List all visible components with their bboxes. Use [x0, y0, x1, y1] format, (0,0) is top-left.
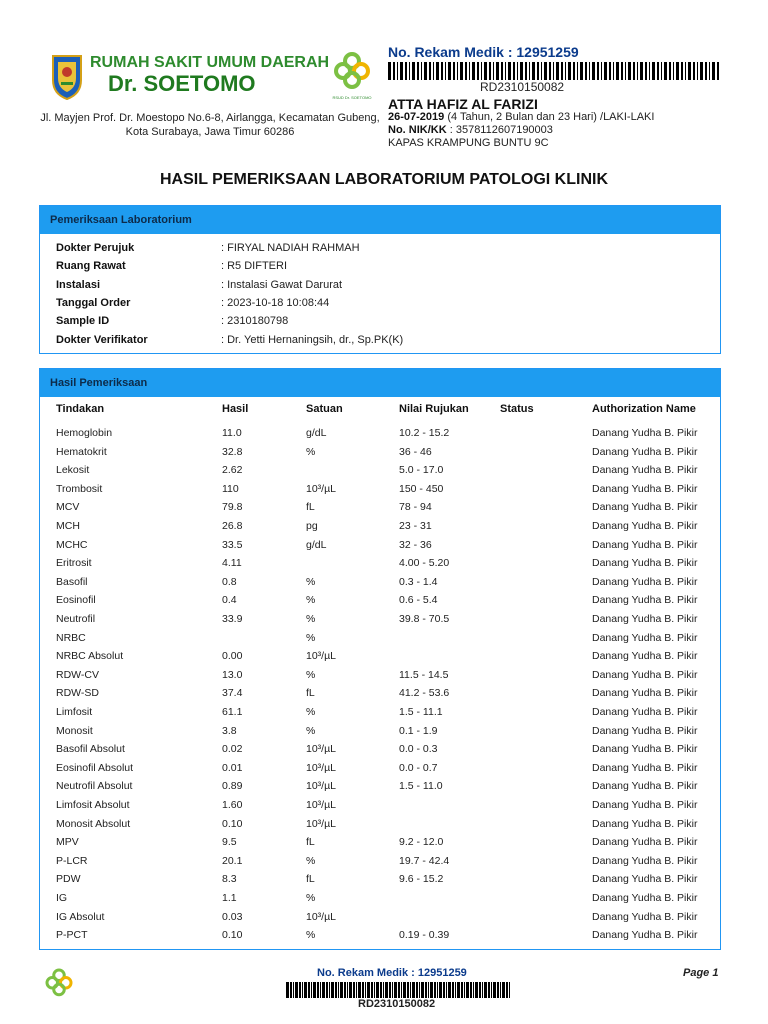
cell-hasil: 0.02	[222, 743, 243, 756]
table-row	[40, 650, 720, 668]
col-header-satuan: Satuan	[306, 403, 343, 415]
cell-nilai-rujukan: 0.0 - 0.3	[399, 743, 438, 756]
cell-satuan: 10³/µL	[306, 817, 336, 830]
cell-satuan: 10³/µL	[306, 799, 336, 811]
table-row	[40, 669, 720, 687]
cell-tindakan: Basofil Absolut	[56, 743, 125, 756]
footer-rekam-medik-label: No. Rekam Medik : 12951259	[317, 967, 467, 979]
cell-tindakan: IG	[56, 892, 68, 904]
cell-nilai-rujukan: 150 - 450	[399, 482, 444, 495]
cell-satuan: %	[306, 575, 316, 588]
results-panel	[39, 368, 721, 950]
cell-authorization: Danang Yudha B. Pikir	[592, 910, 698, 923]
cell-satuan: %	[306, 929, 316, 942]
table-row	[40, 576, 720, 594]
table-row	[40, 873, 720, 891]
cell-hasil: 0.10	[222, 929, 243, 942]
cell-authorization: Danang Yudha B. Pikir	[592, 501, 698, 514]
cell-authorization: Danang Yudha B. Pikir	[592, 594, 698, 607]
cell-satuan: fL	[306, 873, 315, 886]
cell-tindakan: Eosinofil	[56, 594, 96, 607]
hospital-address: Jl. Mayjen Prof. Dr. Moestopo No.6-8, Airlangga, Kecamatan Gubeng, Kota Surabaya, Jawa Timur 60286	[40, 112, 380, 138]
cell-authorization: Danang Yudha B. Pikir	[592, 706, 698, 718]
table-row	[40, 743, 720, 761]
table-row	[40, 557, 720, 575]
cell-authorization: Danang Yudha B. Pikir	[592, 854, 698, 867]
table-row	[40, 501, 720, 519]
results-panel-title: Hasil Pemeriksaan	[40, 369, 720, 397]
page-indicator	[683, 967, 718, 979]
cell-tindakan: Limfosit Absolut	[56, 799, 130, 811]
page-number: 1	[712, 967, 719, 979]
table-row	[40, 929, 720, 947]
cell-nilai-rujukan: 78 - 94	[399, 501, 432, 514]
cell-nilai-rujukan: 0.6 - 5.4	[399, 594, 438, 607]
cell-hasil: 11.0	[222, 427, 242, 439]
patient-info	[388, 111, 654, 150]
cell-authorization: Danang Yudha B. Pikir	[592, 687, 698, 700]
table-row	[40, 464, 720, 482]
cell-hasil: 0.4	[222, 594, 237, 607]
cell-satuan: g/dL	[306, 538, 327, 551]
lab-info-label: Sample ID	[56, 315, 110, 328]
document-title: HASIL PEMERIKSAAN LABORATORIUM PATOLOGI KLINIK	[159, 171, 608, 188]
cell-satuan: 10³/µL	[306, 910, 336, 923]
cell-hasil: 0.03	[222, 910, 243, 923]
cell-tindakan: IG Absolut	[56, 910, 105, 923]
cell-tindakan: P-LCR	[56, 854, 88, 867]
hospital-name: RUMAH SAKIT UMUM DAERAH	[90, 54, 330, 71]
cell-authorization: Danang Yudha B. Pikir	[592, 464, 698, 477]
lab-info-value: : 2023-10-18 10:08:44	[221, 296, 330, 309]
cell-tindakan: RDW-CV	[56, 668, 99, 681]
cell-hasil: 1.1	[222, 892, 237, 904]
col-header-authorization: Authorization Name	[592, 403, 696, 415]
cell-nilai-rujukan: 39.8 - 70.5	[399, 613, 450, 625]
cell-hasil: 33.5	[222, 538, 243, 551]
cell-nilai-rujukan: 11.5 - 14.5	[399, 668, 449, 681]
cell-tindakan: Basofil	[56, 575, 88, 588]
cell-tindakan: MCHC	[56, 538, 88, 551]
cell-tindakan: Lekosit	[56, 464, 90, 477]
cell-tindakan: NRBC	[56, 631, 86, 644]
table-row	[40, 446, 720, 464]
table-row	[40, 613, 720, 631]
cell-nilai-rujukan: 0.3 - 1.4	[399, 575, 438, 588]
cell-authorization: Danang Yudha B. Pikir	[592, 557, 698, 570]
lab-info-value: : Instalasi Gawat Darurat	[221, 278, 343, 291]
cell-nilai-rujukan: 1.5 - 11.0	[399, 780, 443, 793]
lab-info-value: : R5 DIFTERI	[221, 260, 288, 273]
footer-logo-icon	[44, 967, 78, 1003]
cell-tindakan: Limfosit	[56, 706, 93, 718]
cell-tindakan: NRBC Absolut	[56, 650, 124, 663]
barcode-code-footer: RD2310150082	[358, 998, 436, 1010]
barcode-top-icon	[388, 62, 720, 80]
cell-satuan: 10³/µL	[306, 780, 336, 793]
cell-authorization: Danang Yudha B. Pikir	[592, 650, 698, 663]
cell-tindakan: Monosit Absolut	[56, 817, 131, 830]
cell-nilai-rujukan: 36 - 46	[399, 445, 432, 458]
cell-authorization: Danang Yudha B. Pikir	[592, 836, 698, 849]
table-row	[40, 836, 720, 854]
table-row	[40, 520, 720, 538]
cell-hasil: 37.4	[222, 687, 243, 700]
cell-tindakan: Neutrofil Absolut	[56, 780, 133, 793]
cell-tindakan: MPV	[56, 836, 79, 849]
patient-address: KAPAS KRAMPUNG BUNTU 9C	[388, 137, 549, 149]
cell-nilai-rujukan: 0.0 - 0.7	[399, 761, 438, 774]
lab-info-label: Instalasi	[56, 278, 101, 291]
cell-nilai-rujukan: 32 - 36	[399, 538, 432, 551]
cell-hasil: 0.8	[222, 575, 237, 588]
cell-authorization: Danang Yudha B. Pikir	[592, 892, 698, 904]
lab-info-value: : Dr. Yetti Hernaningsih, dr., Sp.PK(K)	[221, 333, 404, 346]
cell-hasil: 79.8	[222, 501, 243, 514]
cell-hasil: 0.89	[222, 780, 243, 793]
col-header-hasil: Hasil	[222, 403, 249, 415]
city-emblem-icon	[50, 52, 84, 100]
cell-authorization: Danang Yudha B. Pikir	[592, 724, 698, 737]
cell-satuan: pg	[306, 520, 318, 532]
cell-nilai-rujukan: 9.2 - 12.0	[399, 836, 444, 849]
cell-authorization: Danang Yudha B. Pikir	[592, 427, 698, 439]
cell-hasil: 8.3	[222, 873, 237, 886]
page-label: Page	[683, 967, 710, 979]
cell-authorization: Danang Yudha B. Pikir	[592, 445, 698, 458]
cell-satuan: fL	[306, 836, 315, 849]
table-row	[40, 780, 720, 798]
table-row	[40, 594, 720, 612]
cell-satuan: %	[306, 892, 316, 904]
cell-authorization: Danang Yudha B. Pikir	[592, 873, 698, 886]
cell-hasil: 33.9	[222, 613, 243, 625]
table-row	[40, 706, 720, 724]
patient-nik-value: : 3578112607190003	[446, 124, 553, 136]
table-row	[40, 911, 720, 929]
cell-nilai-rujukan: 19.7 - 42.4	[399, 854, 450, 867]
cell-satuan: %	[306, 668, 316, 681]
cell-satuan: %	[306, 724, 316, 737]
cell-tindakan: Hemoglobin	[56, 427, 113, 439]
cell-authorization: Danang Yudha B. Pikir	[592, 520, 698, 532]
cell-authorization: Danang Yudha B. Pikir	[592, 743, 698, 756]
cell-hasil: 26.8	[222, 520, 243, 532]
cell-hasil: 0.01	[222, 761, 243, 774]
patient-age-gender: (4 Tahun, 2 Bulan dan 23 Hari) /LAKI-LAKI	[444, 111, 655, 123]
cell-satuan: 10³/µL	[306, 743, 336, 756]
cell-hasil: 110	[222, 482, 239, 495]
cell-authorization: Danang Yudha B. Pikir	[592, 668, 698, 681]
barcode-code-top: RD2310150082	[480, 80, 565, 94]
cell-nilai-rujukan: 1.5 - 11.1	[399, 706, 443, 718]
table-row	[40, 632, 720, 650]
cell-satuan: %	[306, 854, 316, 867]
table-row	[40, 725, 720, 743]
table-row	[40, 539, 720, 557]
table-row	[40, 687, 720, 705]
cell-tindakan: Monosit	[56, 724, 93, 737]
cell-tindakan: RDW-SD	[56, 687, 99, 700]
cell-authorization: Danang Yudha B. Pikir	[592, 482, 698, 495]
cell-hasil: 3.8	[222, 724, 237, 737]
cell-satuan: g/dL	[306, 427, 327, 439]
cell-hasil: 0.00	[222, 650, 243, 663]
col-header-tindakan: Tindakan	[56, 403, 105, 415]
cell-hasil: 0.10	[222, 817, 243, 830]
lab-info-label: Tanggal Order	[56, 296, 131, 309]
cell-satuan: fL	[306, 687, 315, 700]
cell-tindakan: Hematokrit	[56, 445, 107, 458]
table-row	[40, 483, 720, 501]
cell-tindakan: MCV	[56, 501, 80, 514]
cell-hasil: 20.1	[222, 854, 243, 867]
cell-authorization: Danang Yudha B. Pikir	[592, 761, 698, 774]
lab-info-label: Dokter Verifikator	[56, 333, 148, 346]
cell-hasil: 9.5	[222, 836, 237, 849]
cell-tindakan: Eosinofil Absolut	[56, 761, 134, 774]
cell-authorization: Danang Yudha B. Pikir	[592, 799, 698, 811]
cell-hasil: 61.1	[222, 706, 243, 718]
cell-authorization: Danang Yudha B. Pikir	[592, 780, 698, 793]
cell-authorization: Danang Yudha B. Pikir	[592, 929, 698, 942]
cell-tindakan: MCH	[56, 520, 80, 532]
cell-nilai-rujukan: 5.0 - 17.0	[399, 464, 444, 477]
cell-satuan: %	[306, 631, 316, 644]
lab-info-panel	[39, 205, 721, 354]
cell-tindakan: Trombosit	[56, 482, 103, 495]
cell-hasil: 13.0	[222, 668, 243, 681]
cell-satuan: 10³/µL	[306, 761, 336, 774]
cell-tindakan: Neutrofil	[56, 613, 96, 625]
cell-authorization: Danang Yudha B. Pikir	[592, 817, 698, 830]
cell-authorization: Danang Yudha B. Pikir	[592, 613, 698, 625]
lab-info-value: : FIRYAL NADIAH RAHMAH	[221, 242, 360, 254]
cell-tindakan: PDW	[56, 873, 81, 886]
cell-satuan: %	[306, 706, 316, 718]
cell-satuan: %	[306, 445, 316, 458]
cell-hasil: 2.62	[222, 464, 243, 477]
hospital-doctor-name: Dr. SOETOMO	[108, 71, 256, 96]
lab-info-label: Dokter Perujuk	[56, 242, 135, 254]
cell-satuan: %	[306, 594, 316, 607]
cell-nilai-rujukan: 23 - 31	[399, 520, 432, 532]
cell-satuan: %	[306, 613, 316, 625]
lab-info-label: Ruang Rawat	[56, 260, 126, 273]
lab-info-panel-title: Pemeriksaan Laboratorium	[40, 206, 720, 234]
patient-name: ATTA HAFIZ AL FARIZI	[388, 96, 538, 112]
hospital-logo-icon	[332, 50, 372, 102]
cell-nilai-rujukan: 41.2 - 53.6	[399, 687, 450, 700]
cell-nilai-rujukan: 10.2 - 15.2	[399, 427, 450, 439]
cell-authorization: Danang Yudha B. Pikir	[592, 538, 698, 551]
cell-hasil: 4.11	[222, 557, 242, 570]
table-row	[40, 892, 720, 910]
cell-authorization: Danang Yudha B. Pikir	[592, 575, 698, 588]
cell-nilai-rujukan: 0.19 - 0.39	[399, 929, 450, 942]
lab-info-value: : 2310180798	[221, 315, 289, 328]
cell-satuan: 10³/µL	[306, 482, 336, 495]
table-row	[40, 762, 720, 780]
cell-tindakan: Eritrosit	[56, 557, 92, 570]
barcode-footer-icon	[286, 982, 510, 998]
patient-dob: 26-07-2019	[388, 111, 445, 123]
cell-hasil: 1.60	[222, 799, 243, 811]
patient-nik-label: No. NIK/KK	[388, 124, 447, 136]
cell-nilai-rujukan: 4.00 - 5.20	[399, 557, 450, 570]
rekam-medik-label: No. Rekam Medik : 12951259	[388, 44, 579, 60]
cell-hasil: 32.8	[222, 445, 243, 458]
table-row	[40, 855, 720, 873]
col-header-status: Status	[500, 403, 534, 415]
table-row	[40, 818, 720, 836]
cell-tindakan: P-PCT	[56, 929, 88, 942]
cell-authorization: Danang Yudha B. Pikir	[592, 631, 698, 644]
cell-satuan: 10³/µL	[306, 650, 336, 663]
table-row	[40, 427, 720, 445]
cell-satuan: fL	[306, 501, 315, 514]
cell-nilai-rujukan: 0.1 - 1.9	[399, 724, 438, 737]
table-row	[40, 799, 720, 817]
hospital-logo-text: RSUD Dr. SOETOMO	[332, 95, 372, 100]
cell-nilai-rujukan: 9.6 - 15.2	[399, 873, 444, 886]
col-header-nilai-rujukan: Nilai Rujukan	[399, 403, 469, 415]
